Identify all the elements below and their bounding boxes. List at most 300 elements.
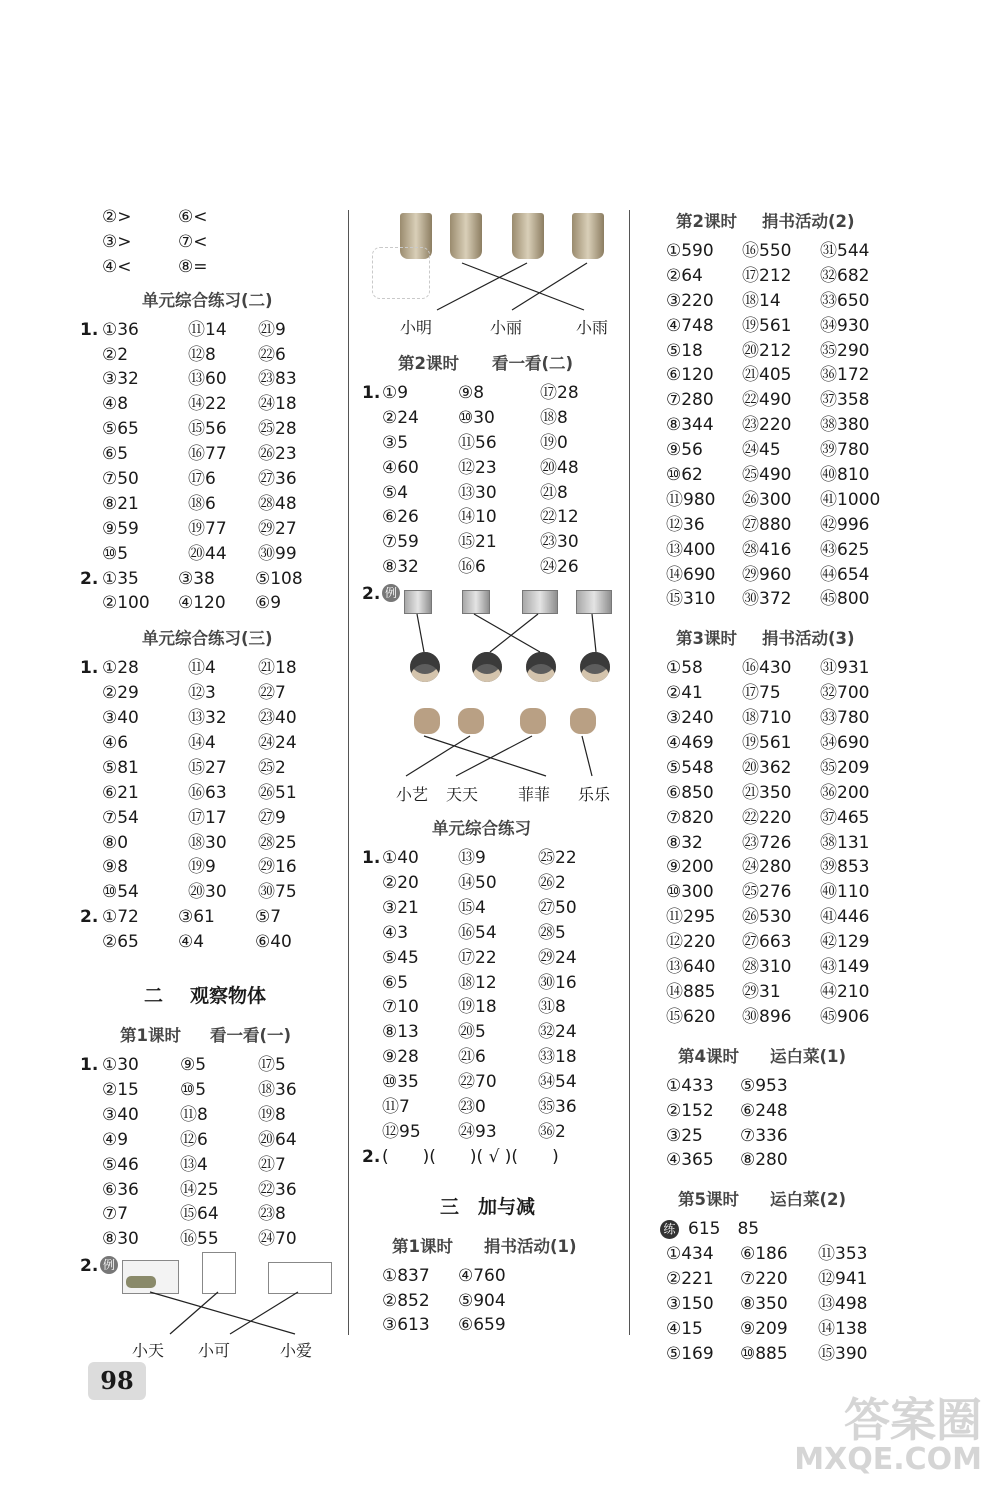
answer-item: ㊶1000 [820, 489, 881, 510]
section-heading [80, 622, 340, 656]
answer-item: ⑧32 [382, 557, 419, 578]
answer-item: ⑰17 [188, 807, 227, 828]
answer-item: ④6 [102, 733, 129, 754]
answer-item: ③> [102, 231, 132, 252]
answer-item: ⑥21 [102, 782, 139, 803]
answer-item: ⑬32 [188, 708, 227, 729]
answer-item: ㉒12 [540, 507, 579, 528]
answer-row [362, 1020, 624, 1045]
answer-item: ⑭138 [818, 1318, 868, 1339]
section-title: 单元综合练习(二) [142, 290, 273, 310]
answer-row [662, 930, 982, 955]
answer-item: ⑭10 [458, 507, 497, 528]
answer-row [662, 905, 982, 930]
answer-item: ⑦50 [102, 469, 139, 490]
section-title: 单元综合练习(三) [142, 629, 273, 649]
answer-item: ⑨28 [382, 1047, 419, 1068]
answer-item: ㉟290 [820, 340, 870, 361]
answer-item: ⑦10 [382, 997, 419, 1018]
answer-item: ⑭4 [188, 733, 216, 754]
answer-item: ⑧0 [102, 832, 129, 853]
answer-item: ⑤81 [102, 757, 139, 778]
answer-item: ㉜700 [820, 683, 870, 704]
answer-row [80, 392, 340, 417]
answer-item: ④9 [102, 1129, 129, 1150]
answer-item: ㉚99 [258, 543, 297, 564]
question-number: 1. [362, 383, 381, 403]
answer-item: ㉒490 [742, 390, 792, 411]
answer-item: ⑦7 [102, 1204, 129, 1225]
answer-item: ㉚16 [538, 972, 577, 993]
answer-item: ②> [102, 207, 132, 227]
answer-item: ⑧21 [102, 493, 139, 514]
answer-item: ③61 [178, 907, 215, 928]
answer-item: ㉔24 [258, 733, 297, 754]
answer-row [80, 930, 340, 955]
answer-row [80, 442, 340, 467]
answer-item: ⑧350 [740, 1293, 788, 1314]
answer-item: ①30 [102, 1055, 139, 1076]
answer-item: ⑤548 [666, 757, 714, 778]
answer-row [80, 567, 340, 592]
answer-row [80, 1202, 340, 1227]
answer-item: ㉕490 [742, 465, 792, 486]
answer-item: ⑪56 [458, 432, 497, 453]
lesson-label: 第2课时 [676, 212, 737, 231]
answer-item: ⑥186 [740, 1244, 788, 1265]
answer-item: ②852 [382, 1290, 430, 1311]
answer-item: ①72 [102, 907, 139, 928]
unit-number: 二 [144, 985, 164, 1008]
answer-item: ⑤46 [102, 1154, 139, 1175]
answer-item: ㉗36 [258, 469, 297, 490]
answer-item: ⑦54 [102, 807, 139, 828]
answer-item: ㉞690 [820, 733, 870, 754]
answer-item: ⑧344 [666, 415, 714, 436]
answer-item: ③21 [382, 897, 419, 918]
answer-item: ⑥< [178, 207, 208, 227]
answer-item: ㊱200 [820, 782, 870, 803]
question-number: 2. [80, 568, 99, 589]
answer-item: ⑫220 [666, 932, 716, 953]
question-number: 1. [362, 848, 381, 869]
answer-item: ⑮64 [180, 1204, 219, 1225]
child-name: 小可 [198, 1341, 231, 1361]
answer-item: ㉙960 [742, 564, 792, 585]
answer-item: ⑫36 [666, 514, 705, 535]
answer-row [80, 255, 340, 280]
answer-row [80, 1128, 340, 1153]
answer-item: ⑫23 [458, 457, 497, 478]
answer-item: ⑱710 [742, 708, 792, 729]
answer-row [362, 1095, 624, 1120]
answer-item: ③240 [666, 708, 714, 729]
answer-item: ⑯77 [188, 444, 227, 465]
answer-item: ㉔18 [258, 394, 297, 415]
answer-item: ⑭690 [666, 564, 716, 585]
answer-item: ⑩5 [102, 543, 129, 564]
answer-item: ②20 [382, 873, 419, 894]
child-name: 小明 [400, 318, 433, 337]
child-name: 小雨 [576, 318, 609, 337]
answer-item: ②2 [102, 344, 129, 365]
answer-item: ㉓726 [742, 832, 792, 853]
answer-item: ①40 [382, 848, 419, 869]
answer-item: ⑲561 [742, 733, 792, 754]
child-name: 乐乐 [578, 785, 611, 805]
check-answer: ( )( )( √ )( ) [382, 1146, 559, 1167]
answer-item: ⑭22 [188, 394, 227, 415]
answer-item: ㉑6 [458, 1047, 486, 1068]
answer-item: ⑯550 [742, 241, 792, 261]
answer-row [662, 706, 982, 731]
column-1 [80, 205, 340, 1362]
answer-row [362, 1289, 624, 1314]
answer-item: ㉓8 [258, 1204, 286, 1225]
answer-item: ⑭50 [458, 873, 497, 894]
answer-item: ㉓40 [258, 708, 297, 729]
child-name: 小丽 [490, 318, 523, 337]
answer-item: ⑯55 [180, 1229, 219, 1250]
answer-item: ⑨5 [180, 1055, 207, 1076]
lesson-title: 捐书活动(2) [762, 212, 855, 231]
answer-item: ⑧= [178, 256, 208, 277]
section-heading [80, 1019, 340, 1053]
answer-item: ③150 [666, 1293, 714, 1314]
question-number: 2. [362, 1146, 381, 1167]
answer-item: ㉛931 [820, 658, 870, 679]
answer-item: ⑥120 [666, 365, 714, 386]
answer-item: ⑲9 [188, 857, 216, 878]
answer-item: ⑰75 [742, 683, 781, 704]
answer-item: ⑮390 [818, 1343, 868, 1364]
answer-item: ㉒70 [458, 1072, 497, 1093]
answer-item: ⑪295 [666, 907, 716, 928]
answer-item: ㉒6 [258, 344, 286, 365]
answer-row [662, 980, 982, 1005]
lesson-label: 第4课时 [678, 1046, 739, 1066]
answer-row [662, 388, 982, 413]
answer-row [662, 314, 982, 339]
answer-item: ⑮4 [458, 897, 486, 918]
answer-item: ㉘25 [258, 832, 297, 853]
answer-item: ㊹654 [820, 564, 870, 585]
answer-item: ㉙24 [538, 947, 577, 968]
answer-row [80, 706, 340, 731]
answer-item: ④15 [666, 1318, 703, 1339]
answer-item: ②29 [102, 683, 139, 704]
lesson-label: 第1课时 [120, 1026, 181, 1046]
practice-icon: 练 [660, 1220, 679, 1239]
answer-item: ㉑8 [540, 482, 568, 503]
answer-row [662, 463, 982, 488]
answer-row [662, 731, 982, 756]
answer-item: ⑧280 [740, 1150, 788, 1171]
answer-item: ⑨59 [102, 518, 139, 539]
answer-item: ㉔26 [540, 557, 579, 578]
answer-item: ㉕28 [258, 419, 297, 440]
answer-row [662, 1099, 982, 1124]
answer-row [362, 946, 624, 971]
answer-item: ㉟209 [820, 757, 870, 778]
answer-item: ㉞54 [538, 1072, 577, 1093]
answer-item: ⑧32 [666, 832, 703, 853]
answer-row [362, 995, 624, 1020]
answer-item: ㉔280 [742, 857, 792, 878]
answer-item: ⑬400 [666, 539, 716, 560]
answer-item: ⑥36 [102, 1179, 139, 1200]
answer-item: ③613 [382, 1315, 430, 1336]
child-name: 天天 [446, 785, 479, 805]
lesson-label: 第1课时 [392, 1236, 453, 1256]
answer-item: ⑦280 [666, 390, 714, 411]
answer-item: ⑳362 [742, 757, 792, 778]
answer-item: ⑬30 [458, 482, 497, 503]
answer-item: ③25 [666, 1125, 703, 1146]
answer-item: ②221 [666, 1269, 714, 1290]
answer-item: ②64 [666, 265, 703, 286]
lesson-title: 运白菜(1) [770, 1046, 847, 1066]
answer-item: ㉖300 [742, 489, 792, 510]
answer-row [662, 806, 982, 831]
answer-item: ㉖2 [538, 873, 566, 894]
answer-row [80, 656, 340, 681]
answer-row [662, 781, 982, 806]
answer-item: ㉑18 [258, 658, 297, 679]
question-number: 2. [80, 1256, 99, 1277]
answer-item: ㊵810 [820, 465, 870, 486]
answer-item: ⑯6 [458, 557, 486, 578]
answer-row [662, 1342, 982, 1367]
answer-item: ⑦59 [382, 532, 419, 553]
answer-item: ⑭885 [666, 981, 716, 1002]
answer-item: ㉗50 [538, 897, 577, 918]
answer-item: ④469 [666, 733, 714, 754]
answer-item: ④3 [382, 922, 409, 943]
answer-item: ⑬498 [818, 1293, 868, 1314]
answer-item: ⑩30 [458, 407, 495, 428]
answer-item: ㉓30 [540, 532, 579, 553]
answer-item: ㊱2 [538, 1121, 566, 1142]
answer-row [80, 731, 340, 756]
answer-row [80, 343, 340, 368]
answer-item: ⑭25 [180, 1179, 219, 1200]
answer-item: ⑯430 [742, 658, 792, 679]
answer-item: ⑩885 [740, 1343, 788, 1364]
answer-item: ㉙16 [258, 857, 297, 878]
answer-item: ㉔70 [258, 1229, 297, 1250]
section-heading [662, 622, 982, 656]
answer-item: ㉗663 [742, 932, 792, 953]
answer-item: ㉖51 [258, 782, 297, 803]
lesson-title: 捐书活动(1) [484, 1236, 577, 1256]
answer-row [662, 339, 982, 364]
answer-item: ⑳5 [458, 1022, 486, 1043]
matching-lines [362, 580, 624, 812]
answer-item: ⑲8 [258, 1104, 286, 1125]
answer-item: ㉖530 [742, 907, 792, 928]
answer-item: ⑧13 [382, 1022, 419, 1043]
answer-row [662, 880, 982, 905]
answer-row [662, 756, 982, 781]
answer-row [662, 513, 982, 538]
answer-item: ⑫941 [818, 1269, 868, 1290]
answer-row [362, 406, 624, 431]
answer-item: ⑨8 [458, 383, 485, 403]
answer-item: ⑬60 [188, 369, 227, 390]
answer-item: ⑬9 [458, 848, 486, 869]
answer-item: ⑱8 [540, 407, 568, 428]
example-icon: 例 [100, 1256, 118, 1274]
answer-item: ⑲561 [742, 315, 792, 336]
answer-item: ㉑405 [742, 365, 792, 386]
answer-item: ⑤18 [666, 340, 703, 361]
answer-item: ②100 [102, 593, 150, 614]
answer-item: ⑥659 [458, 1315, 506, 1336]
answer-item: ⑲77 [188, 518, 227, 539]
answer-item: ㉔93 [458, 1121, 497, 1142]
answer-row [80, 318, 340, 343]
lesson-title: 看一看(二) [492, 354, 574, 373]
child-name: 菲菲 [518, 785, 551, 805]
answer-item: ①434 [666, 1244, 714, 1265]
answer-row [662, 681, 982, 706]
answer-item: ②24 [382, 407, 419, 428]
answer-item: ㊸149 [820, 957, 870, 978]
section-heading [662, 1040, 982, 1074]
watermark [794, 1395, 982, 1475]
answer-row [80, 517, 340, 542]
unit-name: 观察物体 [190, 985, 267, 1008]
question-number: 1. [80, 658, 99, 679]
answer-item: ⑪4 [188, 658, 216, 679]
answer-item: ㉚896 [742, 1006, 792, 1027]
answer-row [662, 1317, 982, 1342]
answer-item: ④< [102, 256, 132, 277]
answer-row [662, 264, 982, 289]
section-heading [662, 1183, 982, 1217]
answer-item: ⑳30 [188, 882, 227, 903]
answer-item: ①590 [666, 241, 714, 261]
answer-row [662, 1124, 982, 1149]
lesson-label: 第3课时 [676, 629, 737, 649]
answer-item: ⑫8 [188, 344, 216, 365]
answer-row [80, 367, 340, 392]
answer-item: ①9 [382, 383, 409, 403]
lesson-title: 看一看(一) [210, 1026, 292, 1046]
answer-item: ⑮21 [458, 532, 497, 553]
answer-item: ②41 [666, 683, 703, 704]
answer-item: ⑬640 [666, 957, 716, 978]
answer-row [662, 239, 982, 264]
answer-item: ㉗9 [258, 807, 286, 828]
answer-row [80, 756, 340, 781]
answer-item: ㊵110 [820, 882, 870, 903]
answer-item: ㉑7 [258, 1154, 286, 1175]
answer-row [362, 1313, 624, 1338]
answer-item: ③40 [102, 708, 139, 729]
answer-row [80, 1103, 340, 1128]
answer-item: ㉝780 [820, 708, 870, 729]
answer-item: ㊴853 [820, 857, 870, 878]
section-heading [362, 1230, 624, 1264]
answer-item: ㉕22 [538, 848, 577, 869]
question-number: 2. [80, 907, 99, 928]
answer-item: ㊴780 [820, 440, 870, 461]
answer-item: ⑩54 [102, 882, 139, 903]
answer-row [80, 205, 340, 230]
answer-item: ㊹210 [820, 981, 870, 1002]
answer-item: ②15 [102, 1079, 139, 1100]
answer-item: ⑥248 [740, 1100, 788, 1121]
answer-item: ㉜682 [820, 265, 870, 286]
column-divider-2 [629, 210, 630, 1335]
answer-row [662, 1292, 982, 1317]
answer-item: ⑱36 [258, 1079, 297, 1100]
answer-row [662, 587, 982, 612]
section-heading [362, 347, 624, 381]
answer-item: ㊲465 [820, 807, 870, 828]
answer-row [80, 831, 340, 856]
answer-item: ㊺906 [820, 1006, 870, 1027]
lesson-label: 第5课时 [678, 1190, 739, 1210]
answer-row [80, 681, 340, 706]
answer-item: ⑤4 [382, 482, 409, 503]
answer-item: ⑨8 [102, 857, 129, 878]
answer-item: ㉝18 [538, 1047, 577, 1068]
answer-item: ㉘310 [742, 957, 792, 978]
answer-item: ㉗880 [742, 514, 792, 535]
answer-item: ⑤169 [666, 1343, 714, 1364]
answer-row [362, 971, 624, 996]
answer-item: ⑮620 [666, 1006, 716, 1027]
answer-row [80, 905, 340, 930]
answer-item: ㉕2 [258, 757, 286, 778]
answer-row [362, 1120, 624, 1145]
answer-item: ㉑350 [742, 782, 792, 803]
answer-item: ⑳64 [258, 1129, 297, 1150]
answer-row [662, 1074, 982, 1099]
answer-item: ㊳131 [820, 832, 870, 853]
example-icon: 例 [382, 584, 400, 602]
answer-row [80, 417, 340, 442]
answer-item: ⑬4 [180, 1154, 208, 1175]
unit-title [80, 973, 340, 1019]
answer-item: ④365 [666, 1150, 714, 1171]
answer-item: ㉙27 [258, 518, 297, 539]
answer-item: ⑪14 [188, 319, 227, 340]
answer-item: ⑮27 [188, 757, 227, 778]
answer-item: ㉝650 [820, 290, 870, 311]
answer-item: ㊳380 [820, 415, 870, 436]
answer-item: ②152 [666, 1100, 714, 1121]
answer-item: ③32 [102, 369, 139, 390]
answer-item: ⑨56 [666, 440, 703, 461]
answer-row [362, 1264, 624, 1289]
answer-item: ①837 [382, 1265, 430, 1286]
answer-item: ⑪980 [666, 489, 716, 510]
column-3 [662, 205, 982, 1367]
answer-item: ㉑9 [258, 319, 286, 340]
answer-item: ㊷129 [820, 932, 870, 953]
answer-row [80, 492, 340, 517]
answer-item: ①58 [666, 658, 703, 679]
answer-item: ⑫6 [180, 1129, 208, 1150]
answer-row [80, 1053, 340, 1078]
answer-item: ⑫3 [188, 683, 216, 704]
child-name: 小艺 [396, 785, 429, 805]
matching-picture-jugs [362, 205, 624, 347]
